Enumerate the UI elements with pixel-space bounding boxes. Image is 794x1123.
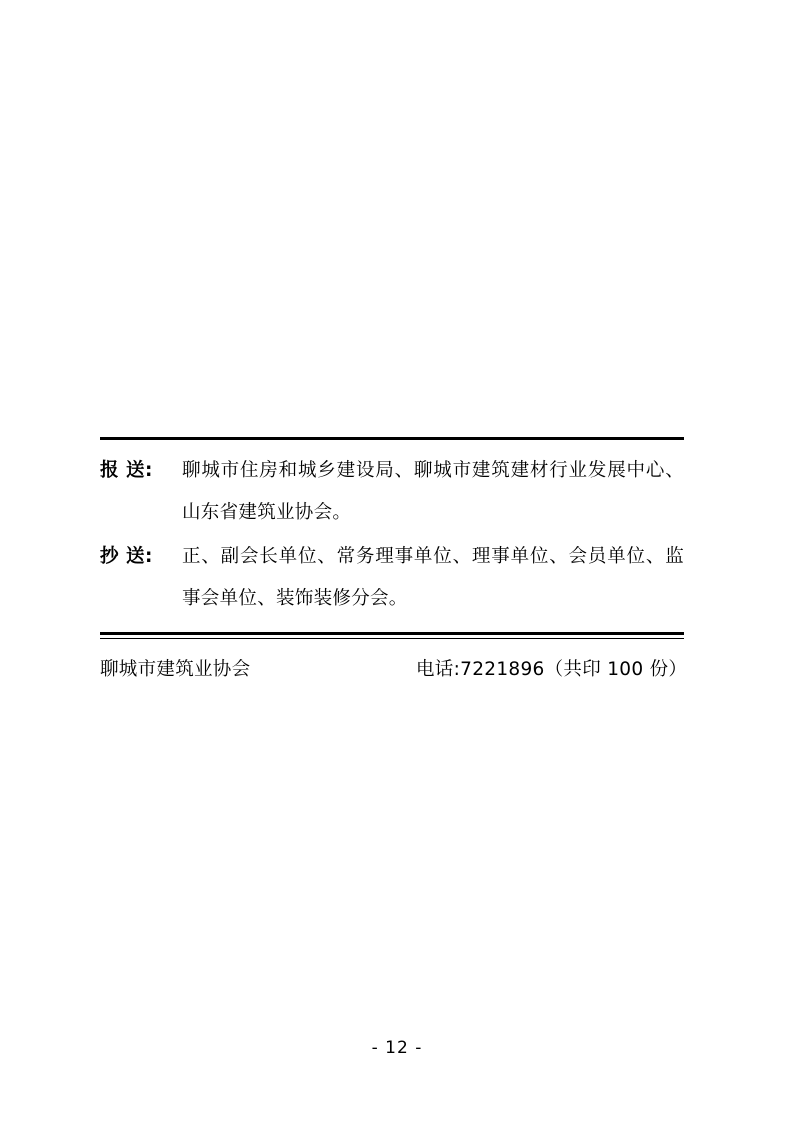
footer-organization: 聊城市建筑业协会 <box>100 659 251 680</box>
distribution-bottom-rule-thin <box>100 638 684 639</box>
distribution-block <box>100 437 684 639</box>
distribution-value-copy: 正、副会长单位、常务理事单位、理事单位、会员单位、监事会单位、装饰装修分会。 <box>182 546 684 609</box>
distribution-row-copy <box>100 536 684 620</box>
distribution-bottom-rule <box>100 632 684 635</box>
distribution-label-report: 报 送: <box>100 460 153 481</box>
page-number: - 12 - <box>371 1038 423 1058</box>
footer-contact: 电话:7221896（共印 100 份） <box>416 659 688 680</box>
distribution-rows <box>100 440 684 632</box>
distribution-value-report: 聊城市住房和城乡建设局、聊城市建筑建材行业发展中心、山东省建筑业协会。 <box>182 460 684 523</box>
distribution-row-report <box>100 450 684 534</box>
footer-line <box>100 655 706 681</box>
distribution-label-copy: 抄 送: <box>100 546 153 567</box>
